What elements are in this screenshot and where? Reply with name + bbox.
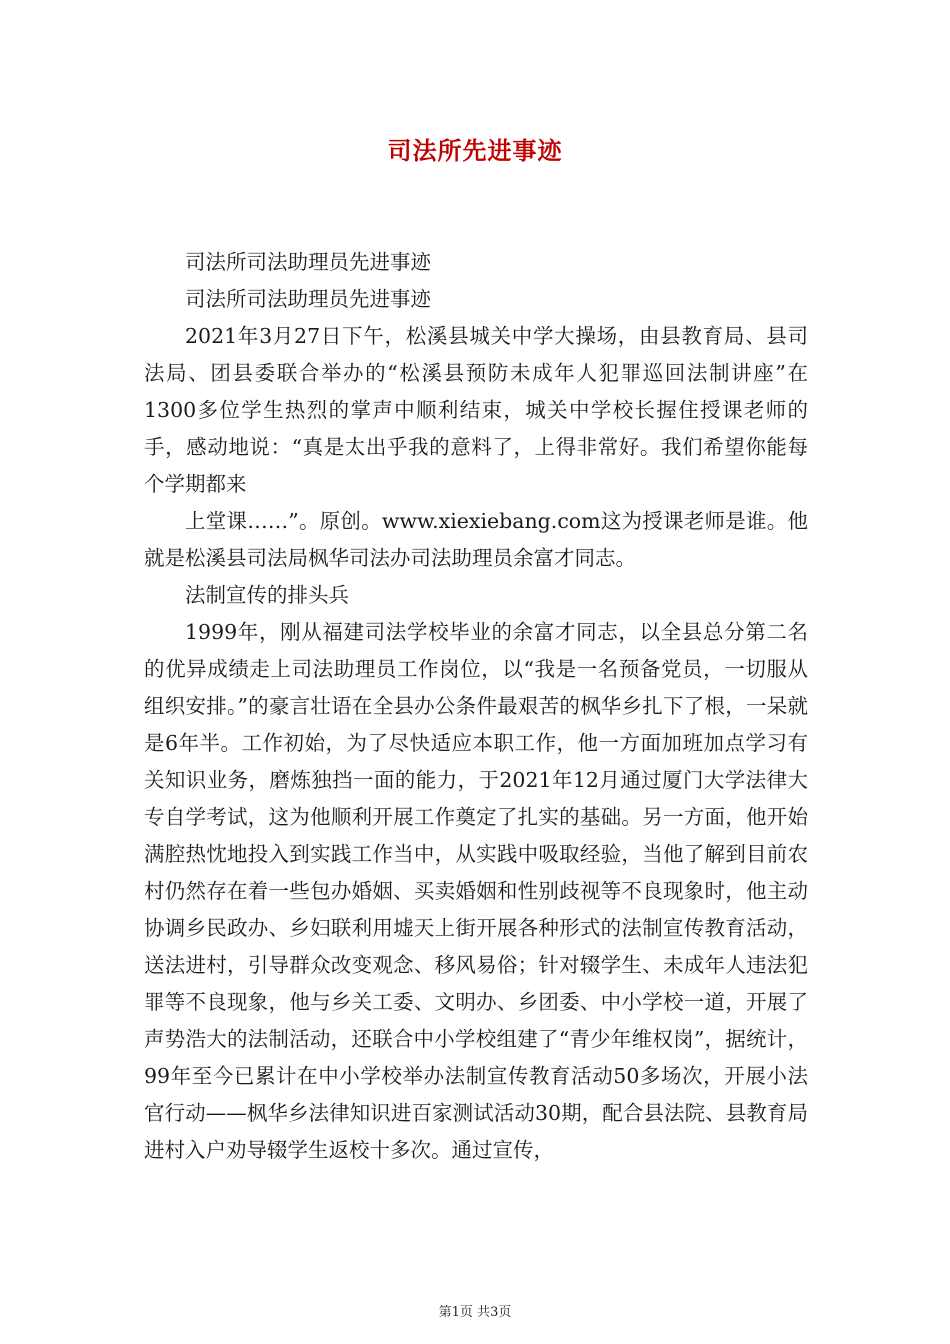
body-paragraph: 1999年，刚从福建司法学校毕业的余富才同志，以全县总分第二名的优异成绩走上司法助理员工作岗位，以“我是一名预备党员，一切服从组织安排。”的豪言壮语在全县办公条件最艰苦的枫华乡扎下了根，一呆就是6年半。工作初始，为了尽快适应本职工作，他一方面加班加点学习有关知识业务，磨炼独挡一面的能力，于2021年12月通过厦门大学法律大专自学考试，这为他顺利开展工作奠定了扎实的基础。另一方面，他开始满腔热忱地投入到实践工作当中，从实践中吸取经验，当他了解到目前农村仍然存在着一些包办婚姻、买卖婚姻和性别歧视等不良现象时，他主动协调乡民政办、乡妇联利用墟天上街开展各种形式的法制宣传教育活动，送法进村，引导群众改变观念、移风易俗；针对辍学生、未成年人违法犯罪等不良现象，他与乡关工委、文明办、乡团委、中小学校一道，开展了声势浩大的法制活动，还联合中小学校组建了“青少年维权岗”，据统计，99年至今已累计在中小学校举办法制宣传教育活动50多场次，开展小法官行动——枫华乡法律知识进百家测试活动30期，配合县法院、县教育局进村入户劝导辍学生返校十多次。通过宣传， [144, 620, 808, 1162]
section-heading: 法制宣传的排头兵 [185, 583, 349, 607]
subtitle-paragraph: 司法所司法助理员先进事迹 [185, 250, 431, 274]
page-title: 司法所先进事迹 [387, 136, 563, 165]
document-body [144, 244, 808, 1169]
subtitle-paragraph-repeat: 司法所司法助理员先进事迹 [185, 287, 431, 311]
footer-prefix: 第 [438, 1305, 452, 1320]
footer-middle: 页 共 [459, 1305, 491, 1320]
footer-current-page: 1 [451, 1305, 460, 1320]
body-paragraph: 2021年3月27日下午，松溪县城关中学大操场，由县教育局、县司法局、团县委联合举办的“松溪县预防未成年人犯罪巡回法制讲座”在1300多位学生热烈的掌声中顺利结束，城关中学校长握住授课老师的手，感动地说：“真是太出乎我的意料了，上得非常好。我们希望你能每个学期都来 [144, 324, 808, 496]
page-footer [0, 1301, 950, 1320]
footer-total-pages: 3 [490, 1305, 499, 1320]
footer-suffix: 页 [498, 1305, 512, 1320]
body-paragraph: 上堂课……”。原创。www.xiexiebang.com这为授课老师是谁。他就是松溪县司法局枫华司法办司法助理员余富才同志。 [144, 509, 808, 570]
